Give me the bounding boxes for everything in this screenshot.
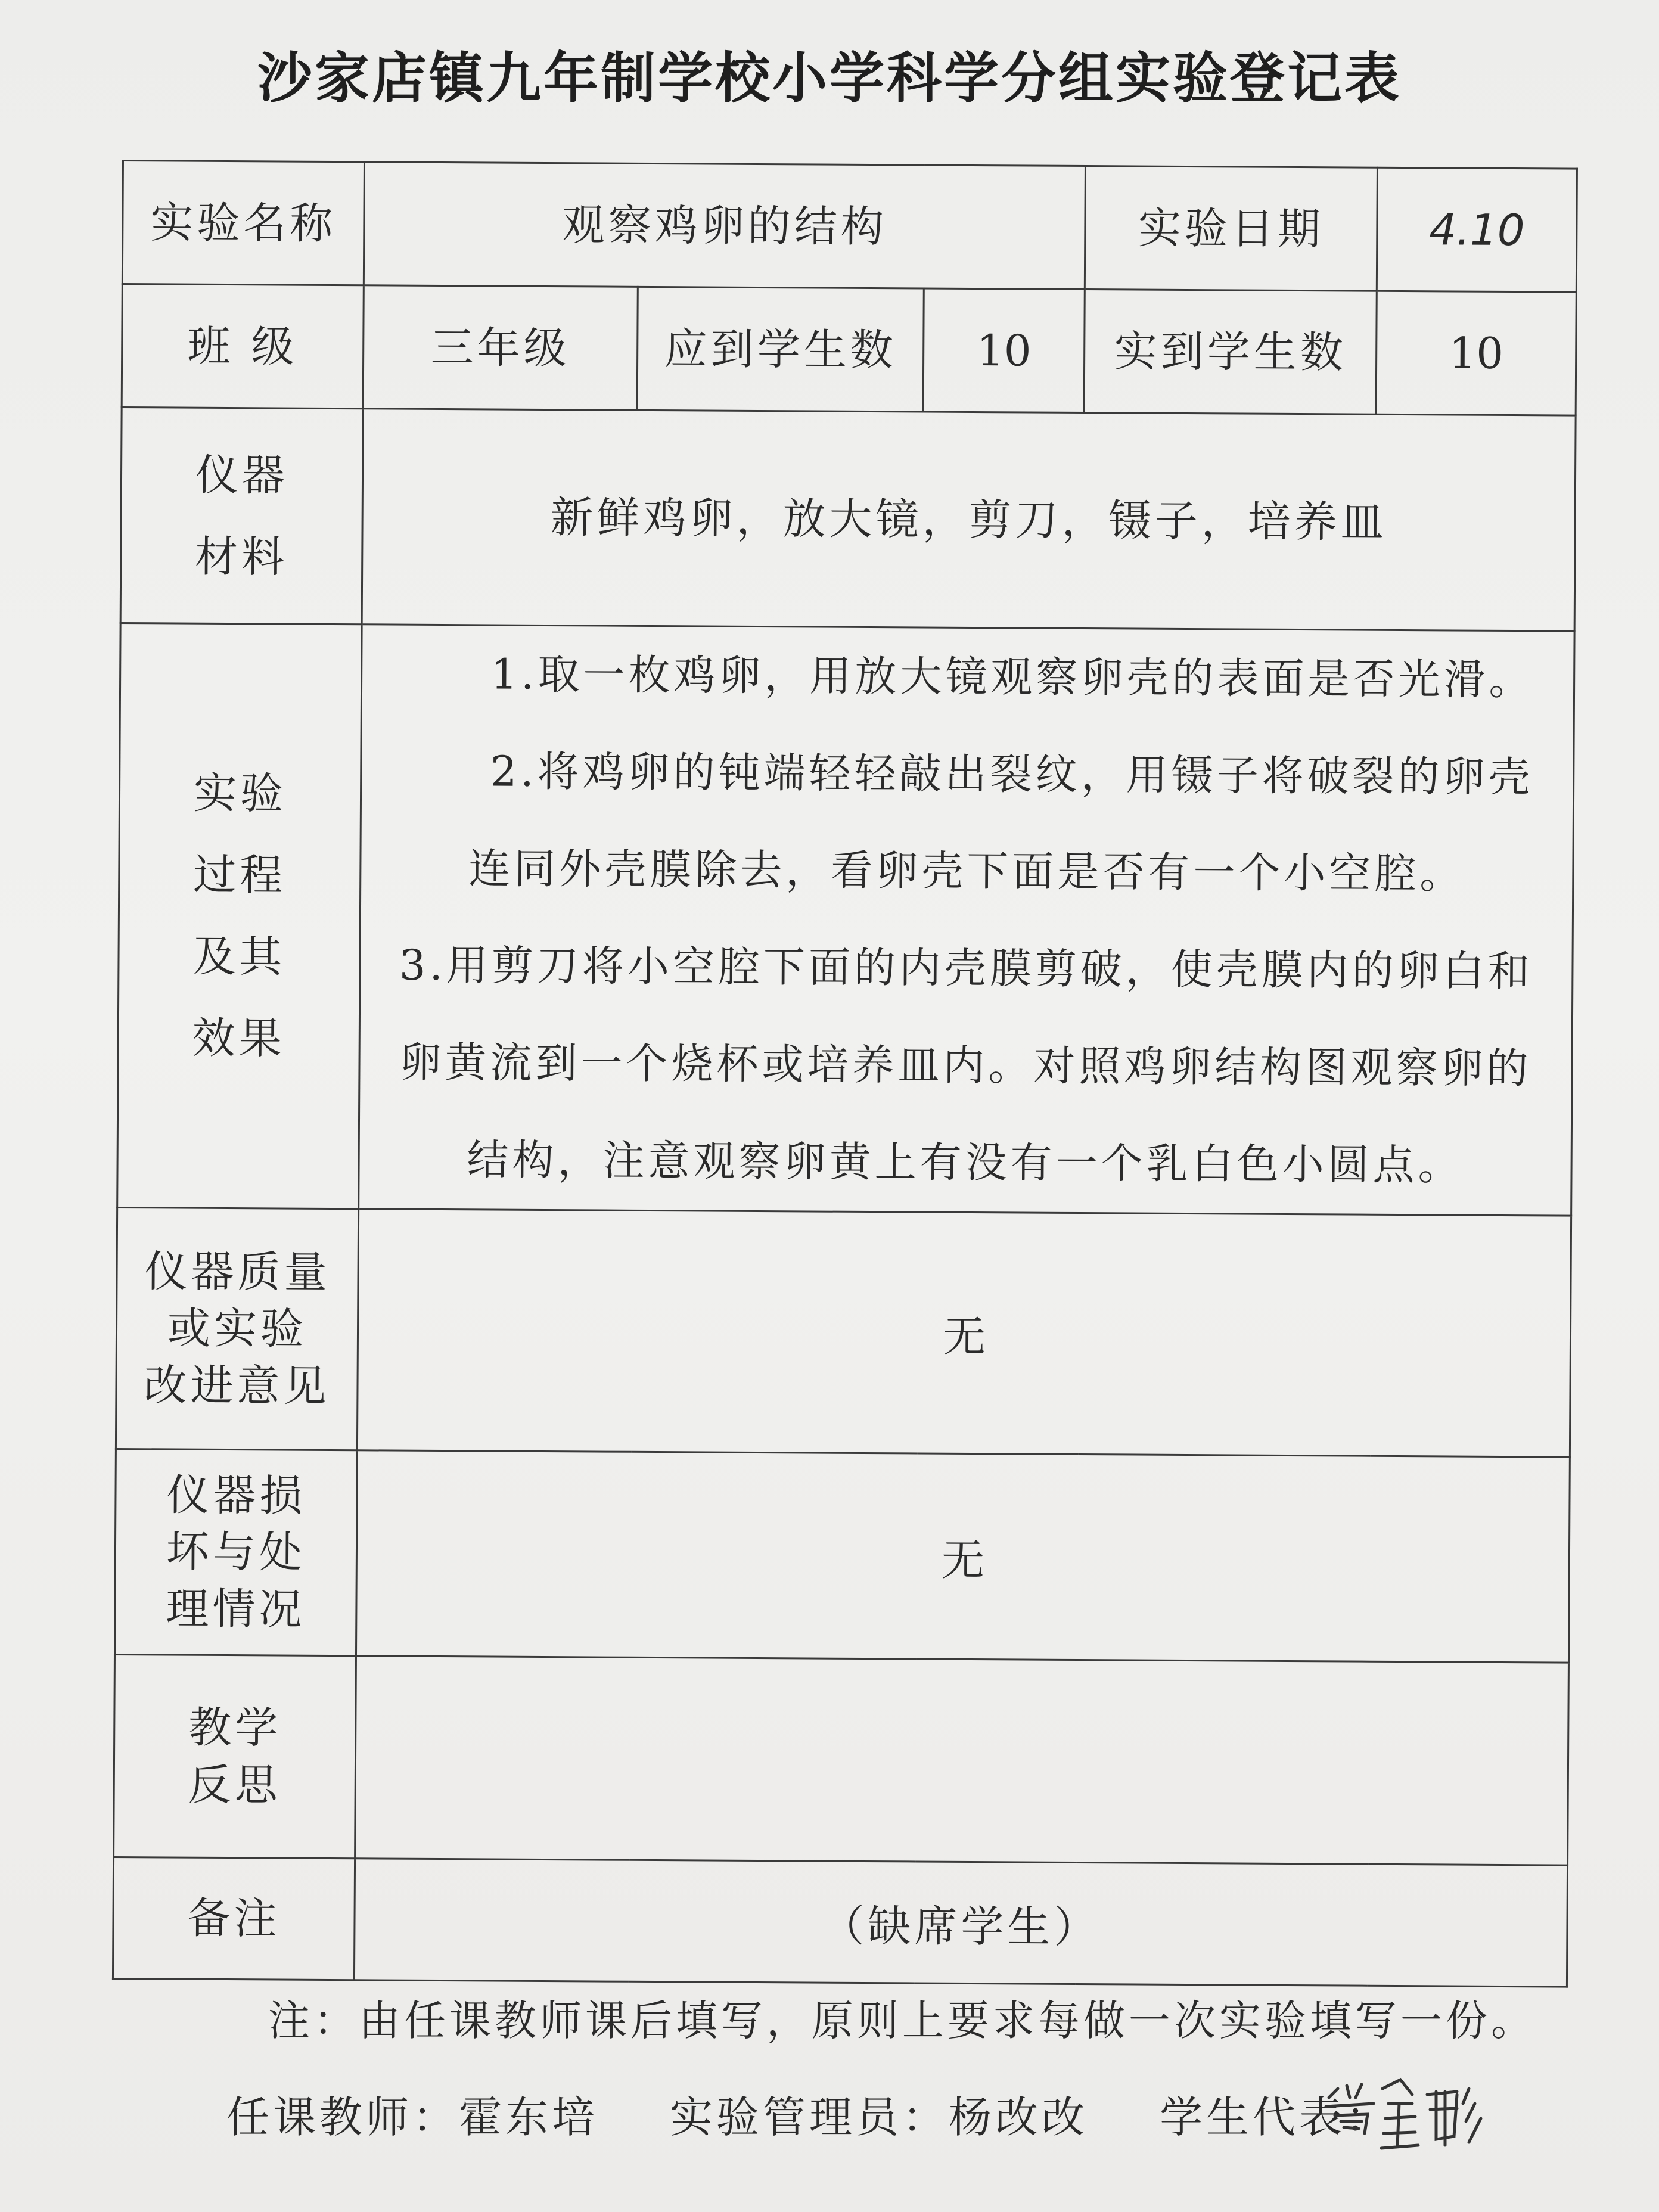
expected-students-label: 应到学生数 [637,287,924,412]
exp-name-label: 实验名称 [122,161,364,285]
footer-note: 注：由任课教师课后填写，原则上要求每做一次实验填写一份。 [268,1996,1536,2045]
student-handwritten-signature [1317,2062,1496,2169]
expected-students-value: 10 [923,288,1085,413]
process-line: 1.取一枚鸡卵，用放大镜观察卵壳的表面是否光滑。 [490,650,1534,705]
process-label: 实验 过程 及其 效果 [117,623,362,1208]
actual-students-value: 10 [1376,291,1576,415]
student-rep-label: 学生代表： [1160,2092,1393,2142]
damage-label: 仪器损 坏与处 理情况 [114,1449,357,1655]
process-line: 2.将鸡卵的钝端轻轻敲出裂纹，用镊子将破裂的卵壳 [490,747,1534,802]
process-content [359,625,1574,1216]
experiment-record-table [112,160,1578,1988]
process-line: 连同外壳膜除去，看卵壳下面是否有一个小空腔。 [468,844,1465,899]
class-value: 三年级 [363,285,638,411]
remark-label: 备注 [113,1857,355,1980]
remark-value: （缺席学生） [354,1859,1567,1987]
quality-value: 无 [357,1209,1571,1457]
page-title: 沙家店镇九年制学校小学科学分组实验登记表 [257,46,1402,110]
reflection-label: 教学 反思 [114,1654,356,1858]
process-line: 卵黄流到一个烧杯或培养皿内。对照鸡卵结构图观察卵的 [399,1037,1532,1093]
quality-label: 仪器质量 或实验 改进意见 [116,1207,358,1450]
process-line: 结构，注意观察卵黄上有没有一个乳白色小圆点。 [467,1135,1464,1190]
exp-date-value: 4.10 [1377,167,1577,292]
reflection-value [355,1656,1569,1865]
actual-students-label: 实到学生数 [1084,290,1377,415]
exp-date-label: 实验日期 [1085,166,1377,291]
exp-name-value: 观察鸡卵的结构 [364,162,1085,290]
materials-value: 新鲜鸡卵，放大镜，剪刀，镊子，培养皿 [362,409,1576,631]
damage-value: 无 [356,1450,1570,1663]
teacher-signature: 任课教师：霍东培 [226,2092,599,2142]
process-line: 3.用剪刀将小空腔下面的内壳膜剪破，使壳膜内的卵白和 [399,940,1534,996]
class-label: 班 级 [122,284,364,409]
admin-signature: 实验管理员：杨改改 [670,2092,1089,2142]
materials-label: 仪器 材料 [120,408,363,625]
